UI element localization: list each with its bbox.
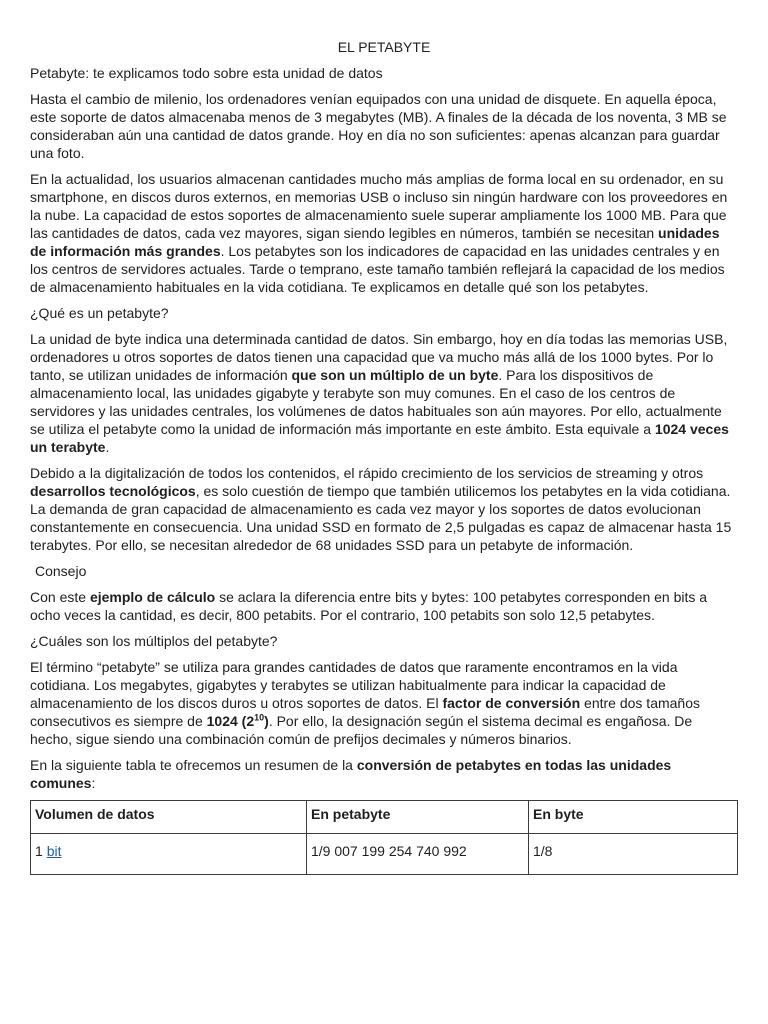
bold-phrase: que son un múltiplo de un byte: [291, 367, 499, 383]
bold-phrase: 1024 $(2^{10})$: [206, 712, 269, 729]
document-title: EL PETABYTE: [337, 39, 431, 55]
bold-phrase: 1024 veces un terabyte: [30, 421, 729, 455]
bold-phrase: desarrollos tecnológicos: [30, 483, 196, 499]
column-header-volume: Volumen de datos: [31, 801, 307, 834]
paragraph-digitalization: Debido a la digitalización de todos los contenidos, el rápido crecimiento de los servicios de streaming y otros desarrollos tecnológicos, es solo cuestión de tiempo que también utilicemos los petabytes en la vida cotidiana. La demanda de gran capacidad de almacenamiento es cada vez mayor y los soportes de datos evolucionan constantemente en consecuencia. Una unidad SSD en formato de 2,5 pulgadas es capaz de almacenar hasta 15 terabytes. Por ello, se necesitan alrededor de 68 unidades SSD para un petabyte de información.: [30, 465, 732, 553]
bold-phrase: unidades de información más grandes: [30, 225, 720, 259]
table-row: [31, 834, 738, 875]
bold-phrase: ejemplo de cálculo: [89, 589, 216, 605]
paragraph-byte-unit: La unidad de byte indica una determinada cantidad de datos. Sin embargo, hoy en día todas las memorias USB, ordenadores u otros soportes de datos tienen una capacidad que va mucho más allá de los 1000 bytes. Por lo tanto, se utilizan unidades de información que son un múltiplo de un byte. Para los dispositivos de almacenamiento local, las unidades gigabyte y terabyte son muy comunes. En el caso de los centros de servidores y las unidades centrales, los volúmenes de datos habituales son aún mayores. Por ello, actualmente se utiliza el petabyte como la unidad de información más importante en este ámbito. Esta equivale a 1024 veces un terabyte.: [30, 331, 729, 455]
heading-what-is-petabyte: ¿Qué es un petabyte?: [30, 305, 169, 321]
table-header-row: [31, 801, 738, 834]
paragraph-intro: Hasta el cambio de milenio, los ordenadores venían equipados con una unidad de disquete. En aquella época, este soporte de datos almacenaba menos de 3 megabytes (MB). A finales de la década de los noventa, 3 MB se consideraban aún una cantidad de datos grande. Hoy en día no son suficientes: apenas alcanzan para guardar una foto.: [30, 91, 727, 161]
document-page: [30, 0, 738, 875]
paragraph-calculation: Con este ejemplo de cálculo se aclara la diferencia entre bits y bytes: 100 petabytes corresponden en bits a ocho veces la cantidad, es decir, 800 petabits. Por el contrario, 100 petabits son solo 12,5 petabytes.: [30, 589, 708, 623]
heading-multiples: ¿Cuáles son los múltiplos del petabyte?: [30, 633, 278, 649]
superscript: 10: [254, 712, 265, 723]
bold-phrase: conversión de petabytes en todas las unidades comunes: [30, 757, 672, 791]
bit-link[interactable]: bit: [46, 843, 62, 859]
tip-label: Consejo: [35, 563, 87, 579]
cell-petabyte: 1/9 007 199 254 740 992: [307, 834, 529, 875]
paragraph-storage: En la actualidad, los usuarios almacenan cantidades mucho más amplias de forma local en su ordenador, en su smartphone, en discos duros externos, en memorias USB o incluso sin ningún hardware con los proveedores en la nube. La capacidad de estos soportes de almacenamiento suele superar ampliamente los 1000 MB. Para que las cantidades de datos, cada vez mayores, sigan siendo legibles en números, también se necesitan unidades de información más grandes. Los petabytes son los indicadores de capacidad en las unidades centrales y en los centros de servidores actuales. Tarde o temprano, este tamaño también reflejará la capacidad de los medios de almacenamiento habituales en la vida cotidiana. Te explicamos en detalle qué son los petabytes.: [30, 171, 728, 295]
paragraph-conversion-factor: El término “petabyte” se utiliza para grandes cantidades de datos que raramente encontramos en la vida cotidiana. Los megabytes, gigabytes y terabytes se utilizan habitualmente para indicar la capacidad de almacenamiento de los discos duros u otros soportes de datos. El factor de conversión entre dos tamaños consecutivos es siempre de 1024 $(2^{10})$. Por ello, la designación según el sistema decimal es engañosa. De hecho, sigue siendo una combinación común de prefijos decimales y números binarios.: [30, 659, 701, 747]
cell-volume: 1 bit: [31, 834, 307, 875]
bold-phrase: factor de conversión: [442, 695, 581, 711]
document-subtitle: Petabyte: te explicamos todo sobre esta unidad de datos: [30, 65, 383, 81]
cell-byte: 1/8: [529, 834, 738, 875]
paragraph-table-intro: En la siguiente tabla te ofrecemos un resumen de la conversión de petabytes en todas las unidades comunes:: [30, 757, 672, 791]
conversion-table: [30, 800, 738, 875]
column-header-byte: En byte: [529, 801, 738, 834]
column-header-petabyte: En petabyte: [307, 801, 529, 834]
